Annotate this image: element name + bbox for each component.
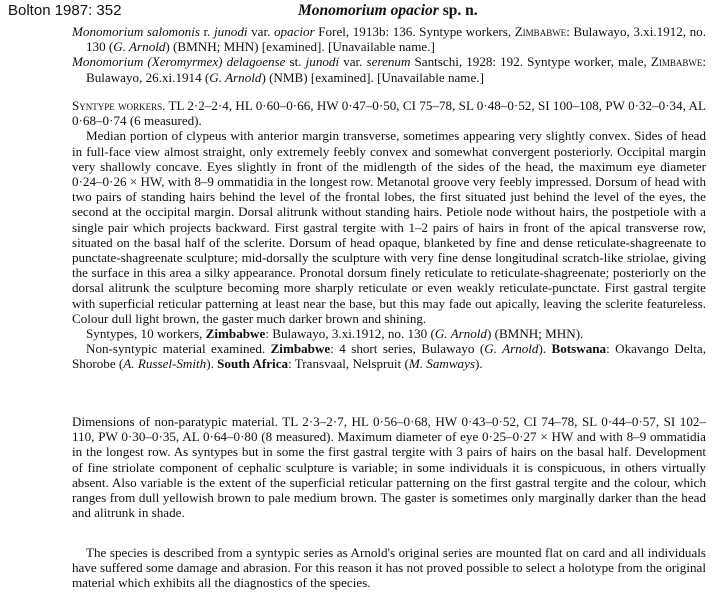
synonym-entry: [72, 54, 706, 84]
country: Botswana: [551, 341, 607, 357]
section-heading: Syntype workers: [72, 98, 163, 113]
collector: G. Arnold: [434, 326, 487, 342]
taxon-name: opacior: [273, 24, 315, 39]
author: Santschi, 1928: 192. Syntype worker, male,: [414, 54, 651, 70]
taxon-name: serenum: [366, 54, 411, 70]
syntypes-paragraph: [72, 326, 706, 341]
page-header: [8, 2, 717, 22]
new-species-marker: sp. n.: [442, 2, 478, 19]
rank: var.: [343, 54, 363, 70]
synonym-entry: [72, 24, 706, 54]
nonparatypic-block: [72, 414, 706, 520]
author: Forel, 1913: [318, 24, 379, 39]
rank: st.: [289, 54, 302, 70]
text: Non-syntypic material examined.: [86, 341, 271, 357]
text: : 4 short series, Bulawayo (: [330, 341, 485, 357]
text: ) (BMNH; MHN).: [486, 326, 584, 342]
collector: A. Russel-Smith: [123, 356, 207, 372]
collector: G. Arnold: [484, 341, 539, 357]
text: ).: [206, 356, 218, 372]
collector: M. Samways: [408, 356, 476, 372]
country: South Africa: [217, 356, 289, 372]
text: Syntypes, 10 workers,: [86, 326, 206, 342]
country: Zimbabwe: [205, 326, 266, 342]
material-paragraph: [72, 341, 706, 371]
nonparatypic-paragraph: Dimensions of non-paratypic material. TL 2·3–2·7, HL 0·56–0·68, HW 0·43–0·52, CI 74–78, SL 0·44–0·57, SI 102–110, PW 0·30–0·35, AL 0·64–0·80 (8 measured). Maximum diameter of eye 0·25–0·27 × HW and with 8–9 ommatidia in the longest row. As syntypes but in some the first gastral tergite with 3 pairs of hairs on the basal half. Development of fine striolate component of cephalic sculpture is variable; in some individuals it is conspicuous, in others virtually absent. Also variable is the extent of the superficial reticular patterning on the first gastral tergite and the colour, which ranges from dull yellowish brown to pale medium brown. The gaster is sometimes only marginally darker than the head and alitrunk in shade.: [72, 414, 706, 521]
country: Zimbabwe: [650, 54, 703, 70]
rank: r.: [203, 24, 211, 39]
depository: ) (NMB) [examined]. [Unavailable name.]: [261, 69, 484, 85]
locality: : Bulawayo, 26.xi.1914 (: [86, 54, 706, 85]
genus-name: Monomorium: [298, 2, 387, 19]
country: Zimbabwe: [270, 341, 331, 357]
reference: b: 136. Syntype workers,: [378, 24, 515, 39]
taxon-name: Monomorium salomonis: [72, 24, 200, 39]
remarks-block: [72, 545, 706, 591]
text: ).: [475, 356, 483, 372]
rank: var.: [251, 24, 271, 39]
text: ).: [538, 341, 552, 357]
description-block: [72, 98, 706, 372]
measurements-paragraph: [72, 98, 706, 128]
synonymy-block: [72, 24, 706, 85]
remarks-paragraph: The species is described from a syntypic series as Arnold's original series are mounted flat on card and all individuals have suffered some damage and abrasion. For this reason it has not proved possible to select a holotype from the original material which exhibits all the diagnostics of the species.: [72, 545, 706, 591]
locality: : Bulawayo, 3.xi.1912, no. 130 (: [86, 24, 707, 55]
taxon-name: junodi: [305, 54, 340, 70]
collector: G. Arnold: [113, 39, 166, 55]
text: : Transvaal, Nelspruit (: [288, 356, 409, 372]
description-paragraph: Median portion of clypeus with anterior margin transverse, sometimes appearing very slightly convex. Sides of head in full-face view almost straight, only extremely feebly convex and somewhat convergent posteriorly. Occipital margin very shallowly concave. Eyes slightly in front of the midlength of the sides of the head, the maximum eye diameter 0·24–0·26 × HW, with 8–9 ommatidia in the longest row. Metanotal groove very feebly impressed. Dorsum of head with two pairs of standing hairs behind the level of the frontal lobes, the first situated just behind the level of the eyes, the second at the occipital margin. Dorsal alitrunk without standing hairs. Petiole node without hairs, the postpetiole with a single pair which projects backward. First gastral tergite with 1–2 pairs of hairs in front of the apical transverse row, situated on the basal half of the sclerite. Dorsum of head opaque, blanketed by fine and dense reticulate-shagreenate to punctate-shagreenate sculpture; mid-dorsally the sculpture with very fine dense longitudinal scratch-like striolae, giving the surface in this area a silky appearance. Pronotal dorsum finely reticulate to reticulate-shagreenate; posteriorly on the dorsal alitrunk the sculpture becoming more sharply reticulate or even weakly reticulate-punctate. First gastral tergite with superficial reticular patterning at least near the base, but this may fade out apically, leaving the sclerite featureless. Colour dull light brown, the gaster much darker brown and shining.: [72, 128, 706, 326]
measurements: . TL 2·2–2·4, HL 0·60–0·66, HW 0·47–0·50, CI 75–78, SL 0·48–0·52, SI 100–108, PW 0·32–0·34, AL 0·68–0·74 (6 measured).: [72, 98, 706, 129]
country: Zimbabwe: [514, 24, 567, 39]
citation: Bolton 1987: 352: [8, 2, 122, 19]
collector: G. Arnold: [209, 69, 262, 85]
taxon-name: Monomorium (Xeromyrmex) delagoense: [72, 54, 286, 70]
text: : Bulawayo, 3.xi.1912, no. 130 (: [265, 326, 435, 342]
taxon-name: junodi: [214, 24, 248, 39]
text: : Okavango Delta, Shorobe (: [72, 341, 707, 372]
species-name: opacior: [390, 2, 439, 19]
taxon-title: [298, 2, 478, 20]
depository: ) (BMNH; MHN) [examined]. [Unavailable name.]: [165, 39, 435, 55]
